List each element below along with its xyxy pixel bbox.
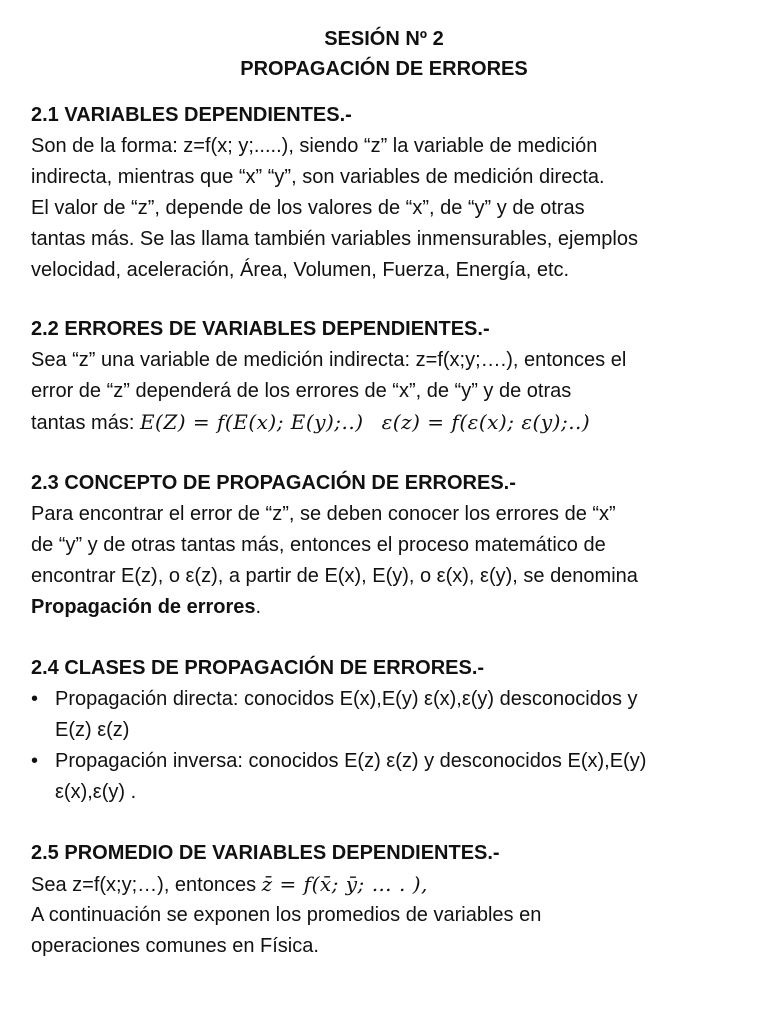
section-2-5 — [31, 838, 747, 962]
bold-term: Propagación de errores — [31, 596, 256, 618]
paragraph-line: de “y” y de otras tantas más, entonces el proceso matemático de — [31, 534, 606, 556]
section-2-1 — [31, 100, 747, 286]
formula-relative-error: ε(z) = f(ε(x); ε(y);..) — [381, 410, 591, 434]
section-2-3 — [31, 468, 747, 623]
bullet-icon: • — [31, 750, 39, 772]
paragraph-line: operaciones comunes en Física. — [31, 935, 319, 957]
paragraph-line: error de “z” dependerá de los errores de “x”, de “y” y de otras — [31, 380, 572, 402]
paragraph-text: Sea z=f(x;y;…), entonces — [31, 874, 262, 896]
paragraph-line: Sea “z” una variable de medición indirecta: z=f(x;y;….), entonces el — [31, 349, 627, 371]
paragraph-line — [31, 869, 747, 900]
formula-mean: z̄ = f(x̄; ȳ; … . ), — [261, 872, 428, 896]
list-item-continuation: E(z) ε(z) — [55, 719, 130, 741]
document-title: PROPAGACIÓN DE ERRORES — [240, 58, 528, 80]
paragraph-line: El valor de “z”, depende de los valores de “x”, de “y” y de otras — [31, 197, 585, 219]
paragraph-line: Para encontrar el error de “z”, se deben conocer los errores de “x” — [31, 503, 616, 525]
list-item-text: Propagación directa: conocidos E(x),E(y) ε(x),ε(y) desconocidos y — [55, 688, 638, 710]
paragraph-line: velocidad, aceleración, Área, Volumen, Fuerza, Energía, etc. — [31, 259, 570, 281]
period: . — [255, 596, 262, 618]
section-2-4 — [31, 653, 747, 808]
section-2-2 — [31, 314, 747, 438]
formula-absolute-error: E(Z) = f(E(x); E(y);..) — [139, 410, 364, 434]
paragraph-line — [31, 592, 747, 623]
list-item-text: Propagación inversa: conocidos E(z) ε(z) y desconocidos E(x),E(y) — [55, 750, 647, 772]
list-item — [31, 684, 747, 715]
paragraph-line — [31, 407, 747, 438]
list-item — [31, 746, 747, 777]
section-heading: 2.4 CLASES DE PROPAGACIÓN DE ERRORES.- — [31, 657, 485, 679]
paragraph-text: tantas más: — [31, 412, 140, 434]
bullet-icon: • — [31, 688, 39, 710]
list-item-continuation: ε(x),ε(y) . — [55, 781, 137, 803]
paragraph-line: tantas más. Se las llama también variables inmensurables, ejemplos — [31, 228, 638, 250]
session-title: SESIÓN Nº 2 — [324, 28, 444, 50]
paragraph-line: Son de la forma: z=f(x; y;.....), siendo “z” la variable de medición — [31, 135, 598, 157]
paragraph-line: encontrar E(z), o ε(z), a partir de E(x), E(y), o ε(x), ε(y), se denomina — [31, 565, 638, 587]
section-heading: 2.1 VARIABLES DEPENDIENTES.- — [31, 104, 352, 126]
section-heading: 2.2 ERRORES DE VARIABLES DEPENDIENTES.- — [31, 318, 490, 340]
paragraph-line: indirecta, mientras que “x” “y”, son variables de medición directa. — [31, 166, 605, 188]
section-heading: 2.3 CONCEPTO DE PROPAGACIÓN DE ERRORES.- — [31, 472, 516, 494]
paragraph-line: A continuación se exponen los promedios de variables en — [31, 904, 542, 926]
section-heading: 2.5 PROMEDIO DE VARIABLES DEPENDIENTES.- — [31, 842, 500, 864]
